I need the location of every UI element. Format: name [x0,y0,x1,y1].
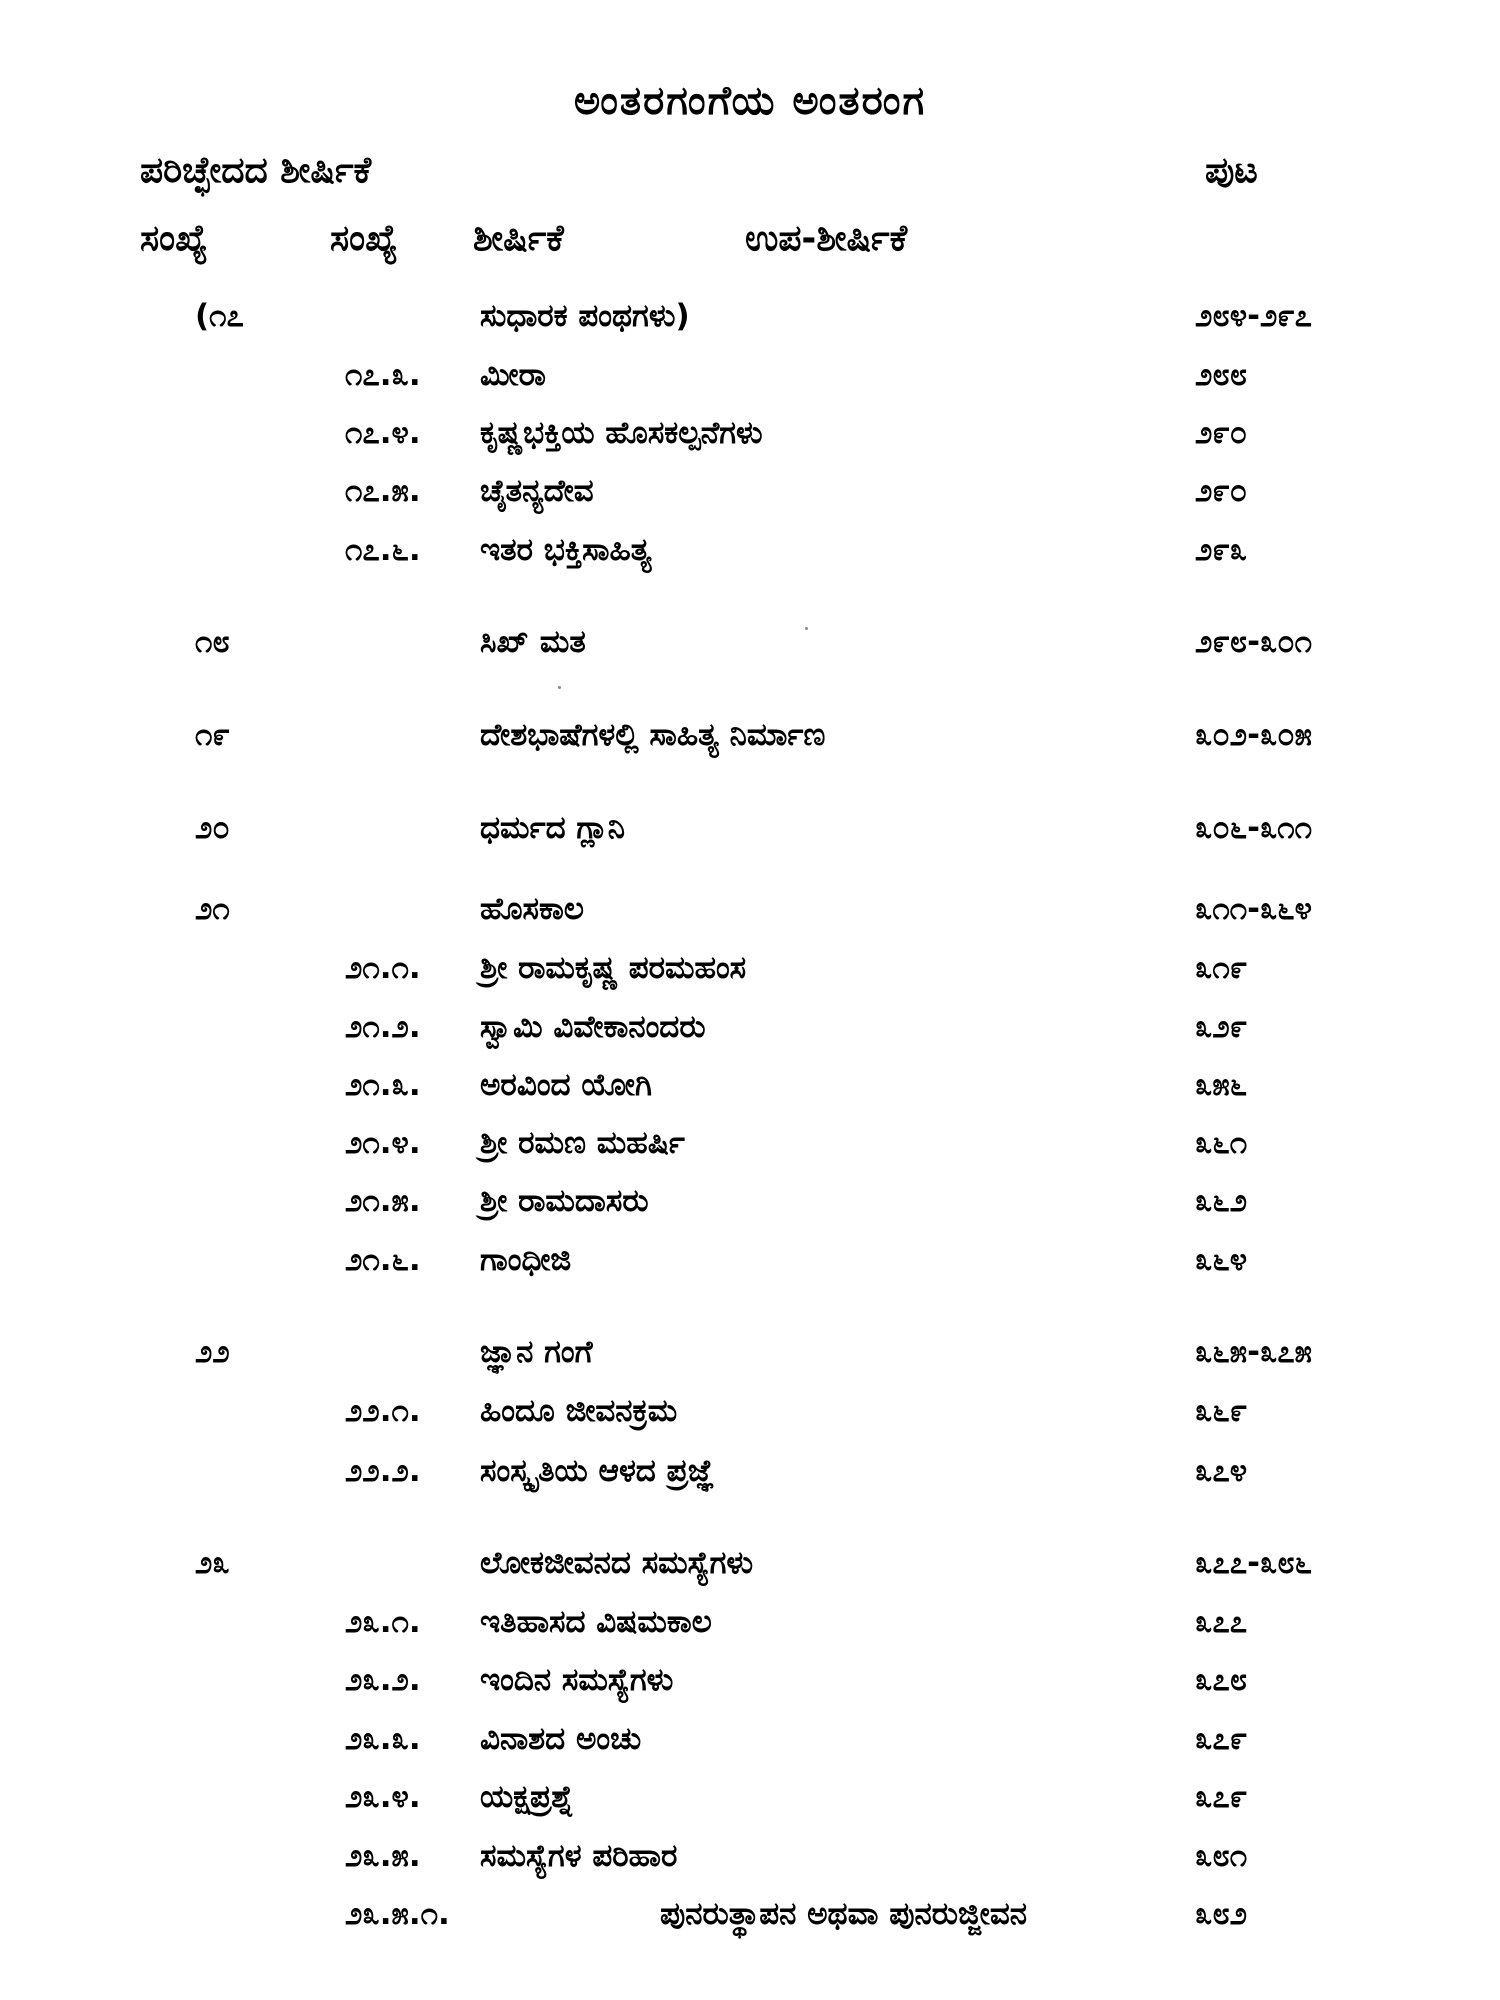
entry-title: ಧರ್ಮದ ಗ್ಲಾನಿ [480,810,626,846]
table-row [0,803,1500,853]
table-row [0,1118,1500,1168]
page-range: ೨೯೮-೩೦೧ [1195,624,1313,660]
section-number: ೨೩.೪. [345,1779,421,1815]
header-subtitle: ಉಪ-ಶೀರ್ಷಿಕೆ [745,218,908,259]
entry-title: ದೇಶಭಾಷೆಗಳಲ್ಲಿ ಸಾಹಿತ್ಯ ನಿರ್ಮಾಣ [480,717,826,753]
page-range: ೩೭೭ [1195,1604,1248,1640]
entry-title: ಇಂದಿನ ಸಮಸ್ಯೆಗಳು [480,1662,674,1698]
header-section-number: ಸಂಖ್ಯೆ [330,218,398,259]
section-number: ೨೧.೫. [345,1183,421,1219]
table-row [0,1176,1500,1226]
page-range: ೨೯೩ [1195,532,1248,568]
table-row [0,466,1500,516]
table-row [0,1889,1500,1939]
entry-title: ಶ್ರೀ ರಾಮದಾಸರು [480,1183,649,1219]
table-row [0,408,1500,458]
page-range: ೩೭೪ [1195,1453,1248,1489]
page-range: ೩೧೯ [1195,950,1248,986]
page-range: ೩೭೭-೩೮೬ [1195,1545,1313,1581]
chapter-number: (೧೭ [195,298,244,334]
chapter-number: ೨೩ [195,1545,230,1581]
page-range: ೩೬೫-೩೭೫ [1195,1334,1313,1370]
table-row [0,291,1500,341]
header-page: ಪುಟ [1205,150,1258,191]
table-row [0,1446,1500,1496]
entry-title: ಇತಿಹಾಸದ ವಿಷಮಕಾಲ [480,1604,712,1640]
page-range: ೨೯೦ [1195,473,1248,509]
page-range: ೩೭೮ [1195,1662,1248,1698]
section-number: ೨೧.೨. [345,1009,421,1045]
entry-title: ಶ್ರೀ ರಮಣ ಮಹರ್ಷಿ [480,1125,685,1161]
page-range: ೩೭೯ [1195,1779,1248,1815]
table-row [0,1235,1500,1285]
section-number: ೨೩.೨. [345,1662,421,1698]
scan-speck [805,627,808,630]
page-range: ೩೬೯ [1195,1393,1248,1429]
section-number: ೧೭.೬. [345,532,421,568]
chapter-number: ೨೨ [195,1334,230,1370]
entry-title: ಸಿಖ್ ಮತ [480,624,586,660]
entry-title: ಮೀರಾ [480,357,546,393]
table-row [0,1772,1500,1822]
table-row [0,1597,1500,1647]
entry-title: ವಿನಾಶದ ಅಂಚು [480,1721,642,1757]
header-chapter-title: ಪರಿಚ್ಛೇದದ ಶೀರ್ಷಿಕೆ [140,150,372,191]
section-number: ೨೧.೪. [345,1125,421,1161]
section-number: ೨೨.೨. [345,1453,421,1489]
entry-title: ಅರವಿಂದ ಯೋಗಿ [480,1067,652,1103]
chapter-number: ೧೮ [195,624,230,660]
section-number: ೧೭.೫. [345,473,421,509]
table-row [0,1538,1500,1588]
table-row [0,710,1500,760]
table-row [0,1386,1500,1436]
section-number: ೨೧.೩. [345,1067,421,1103]
page-range: ೨೯೦ [1195,415,1248,451]
entry-title: ಸಮಸ್ಯೆಗಳ ಪರಿಹಾರ [480,1838,678,1874]
entry-title: ಯಕ್ಷಪ್ರಶ್ನೆ [480,1779,574,1815]
header-title: ಶೀರ್ಷಿಕೆ [473,218,564,259]
section-number: ೨೩.೧. [345,1604,421,1640]
table-row [0,1327,1500,1377]
page-range: ೩೬೧ [1195,1125,1248,1161]
page-title: ಅಂತರಗಂಗೆಯ ಅಂತರಂಗ [573,78,927,124]
entry-title: ಚೈತನ್ಯದೇವ [480,473,594,509]
scan-speck [558,686,561,689]
section-number: ೨೧.೬. [345,1242,421,1278]
page-range: ೩೦೨-೩೦೫ [1195,717,1313,753]
table-row [0,943,1500,993]
page-range: ೩೦೬-೩೧೧ [1195,810,1313,846]
section-number: ೨೩.೫. [345,1838,421,1874]
table-row [0,1714,1500,1764]
page-range: ೩೨೯ [1195,1009,1248,1045]
entry-title: ಸುಧಾರಕ ಪಂಥಗಳು) [480,298,690,334]
section-number: ೨೨.೧. [345,1393,421,1429]
section-number: ೨೩.೫.೧. [345,1896,450,1932]
page-range: ೩೫೬ [1195,1067,1248,1103]
page-range: ೨೮೪-೨೯೭ [1195,298,1313,334]
entry-title: ಸಂಸ್ಕೃತಿಯ ಆಳದ ಪ್ರಜ್ಞೆ [480,1453,715,1489]
entry-title: ಕೃಷ್ಣಭಕ್ತಿಯ ಹೊಸಕಲ್ಪನೆಗಳು [480,415,763,451]
page-range: ೩೬೨ [1195,1183,1248,1219]
entry-title: ಇತರ ಭಕ್ತಿಸಾಹಿತ್ಯ [480,532,652,568]
page-range: ೩೮೨ [1195,1896,1248,1932]
table-row [0,1655,1500,1705]
table-row [0,617,1500,667]
table-row [0,884,1500,934]
table-row [0,350,1500,400]
page-range: ೩೧೧-೩೬೪ [1195,891,1313,927]
table-row [0,525,1500,575]
table-row [0,1831,1500,1881]
chapter-number: ೧೯ [195,717,230,753]
entry-title: ಗಾಂಧೀಜಿ [480,1242,572,1278]
page-range: ೨೮೮ [1195,357,1248,393]
entry-title: ಹಿಂದೂ ಜೀವನಕ್ರಮ [480,1393,678,1429]
entry-title: ಹೊಸಕಾಲ [480,891,584,927]
page-range: ೩೮೧ [1195,1838,1248,1874]
entry-title: ಶ್ರೀ ರಾಮಕೃಷ್ಣ ಪರಮಹಂಸ [480,950,747,986]
section-number: ೨೩.೩. [345,1721,421,1757]
section-number: ೧೭.೪. [345,415,421,451]
entry-subtitle: ಪುನರುತ್ಥಾಪನ ಅಥವಾ ಪುನರುಜ್ಜೀವನ [660,1896,1027,1932]
page-range: ೩೬೪ [1195,1242,1248,1278]
section-number: ೨೧.೧. [345,950,421,986]
header-chapter-number: ಸಂಖ್ಯೆ [140,218,208,259]
page-range: ೩೭೯ [1195,1721,1248,1757]
entry-title: ಜ್ಞಾನ ಗಂಗೆ [480,1334,593,1370]
table-row [0,1060,1500,1110]
entry-title: ಲೋಕಜೀವನದ ಸಮಸ್ಯೆಗಳು [480,1545,754,1581]
chapter-number: ೨೧ [195,891,230,927]
section-number: ೧೭.೩. [345,357,421,393]
table-row [0,1002,1500,1052]
chapter-number: ೨೦ [195,810,230,846]
entry-title: ಸ್ವಾಮಿ ವಿವೇಕಾನಂದರು [480,1009,706,1045]
